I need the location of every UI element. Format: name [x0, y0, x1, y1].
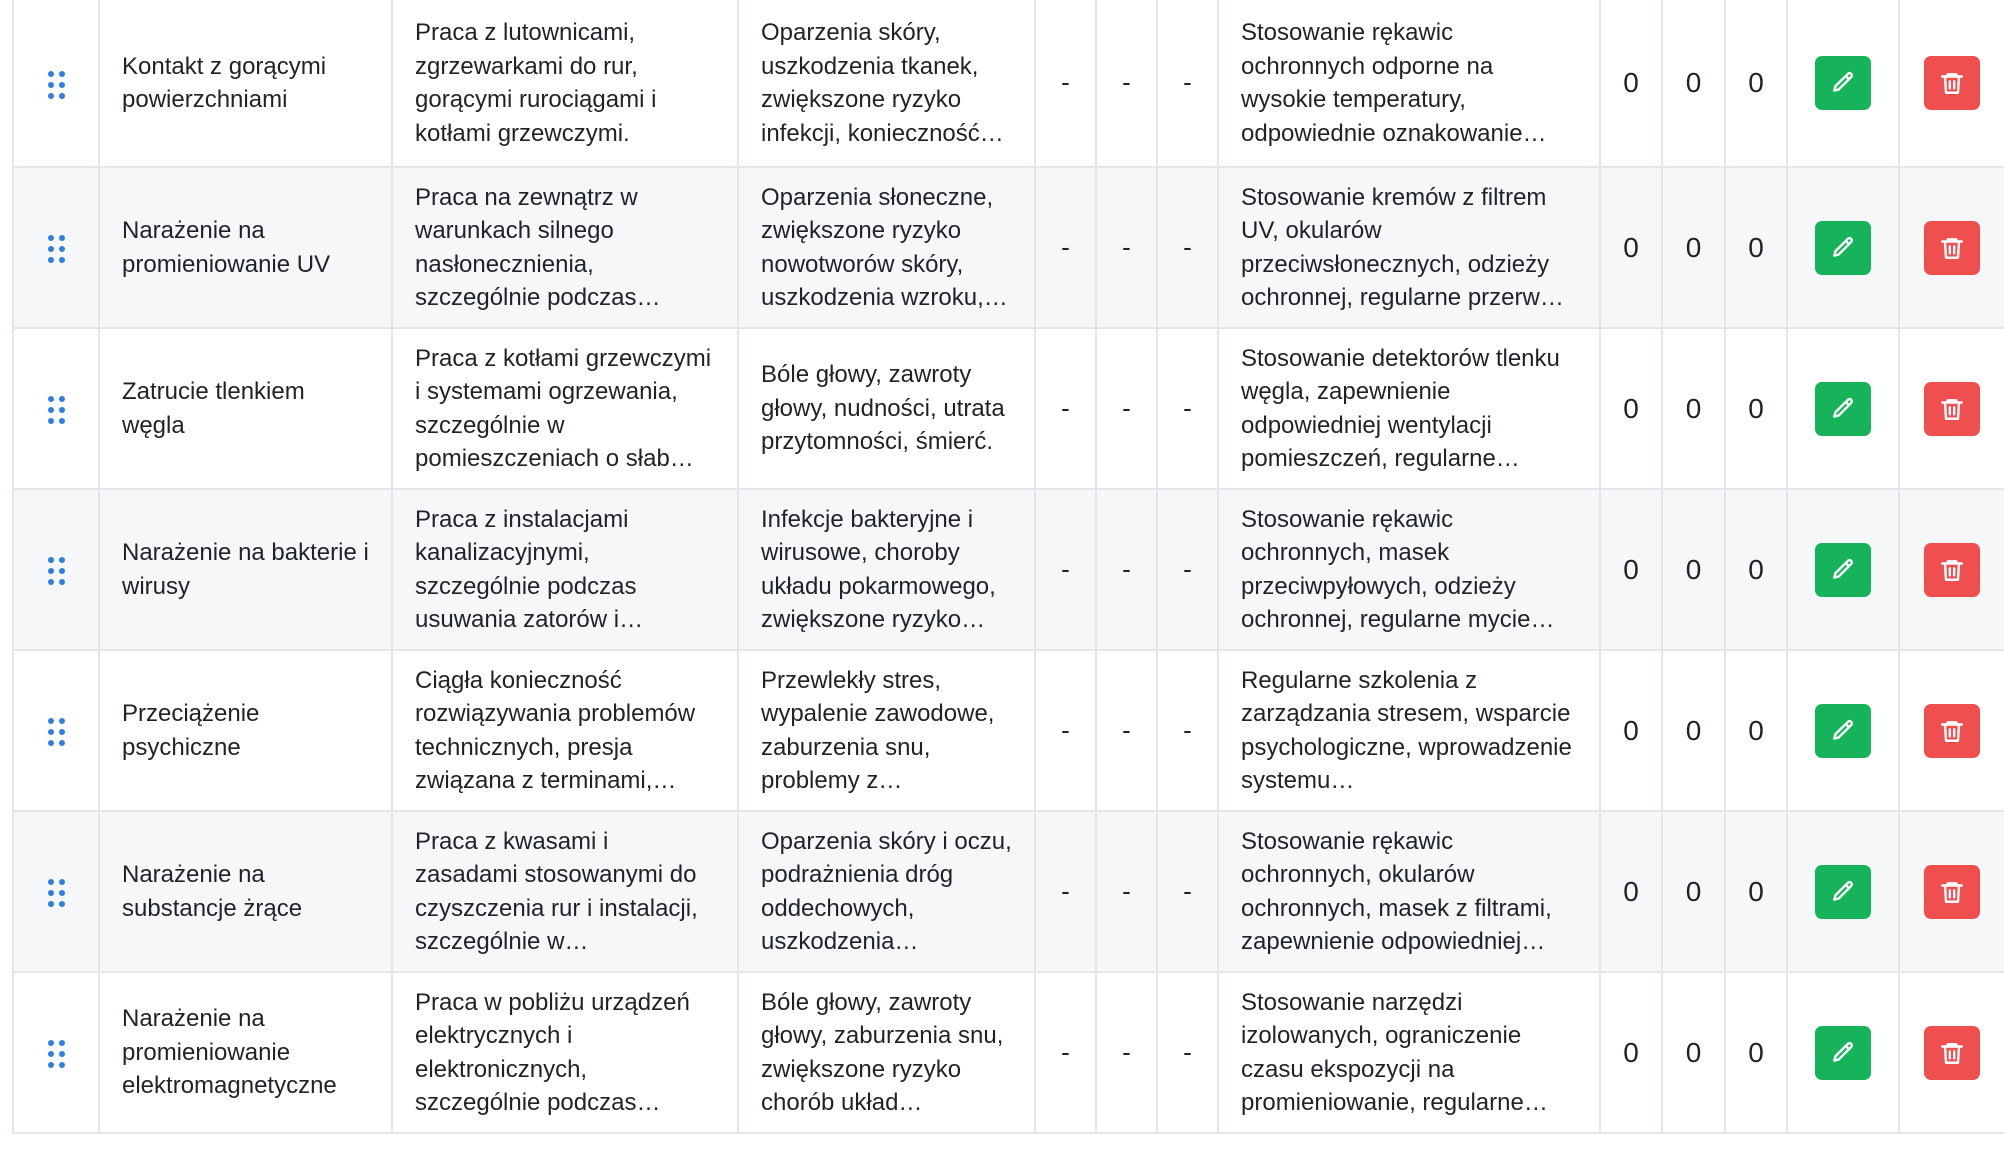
- delete-button[interactable]: [1924, 221, 1980, 275]
- measures-cell: [1218, 972, 1600, 1133]
- value-cell-2: 0: [1662, 650, 1725, 811]
- effects-cell: [738, 972, 1035, 1133]
- hazard-cell: [99, 489, 392, 650]
- dash-cell-3: -: [1157, 650, 1218, 811]
- dash-cell-2: -: [1096, 972, 1157, 1133]
- trash-icon: [1939, 1040, 1965, 1066]
- trash-icon: [1939, 557, 1965, 583]
- value-cell-1: 0: [1600, 972, 1662, 1133]
- measures-text: Stosowanie rękawic ochronnych odporne na wysokie temperatury, odpowiednie oznakowanie…: [1241, 19, 1547, 147]
- value-cell-1: 0: [1600, 811, 1662, 972]
- drag-cell: [13, 972, 99, 1133]
- value-cell-1: 0: [1600, 489, 1662, 650]
- delete-cell: [1899, 650, 2004, 811]
- source-text: Praca na zewnątrz w warunkach silnego nasłonecznienia, szczególnie podczas…: [415, 183, 661, 311]
- drag-cell: [13, 489, 99, 650]
- dash-cell-1: -: [1035, 972, 1096, 1133]
- source-text: Ciągła konieczność rozwiązywania problemów technicznych, presja związana z terminami,…: [415, 666, 696, 794]
- edit-cell: [1787, 972, 1899, 1133]
- measures-cell: [1218, 328, 1600, 489]
- pencil-icon: [1830, 70, 1856, 96]
- effects-text: Infekcje bakteryjne i wirusowe, choroby układu pokarmowego, zwiększone ryzyko…: [761, 505, 996, 633]
- delete-button[interactable]: [1924, 704, 1980, 758]
- value-cell-3: 0: [1725, 328, 1787, 489]
- dash-cell-3: -: [1157, 328, 1218, 489]
- hazard-table: [12, 0, 2004, 1134]
- drag-handle-icon[interactable]: [48, 1040, 65, 1068]
- value-cell-2: 0: [1662, 972, 1725, 1133]
- trash-icon: [1939, 718, 1965, 744]
- value-cell-1: 0: [1600, 167, 1662, 328]
- measures-cell: [1218, 167, 1600, 328]
- delete-cell: [1899, 489, 2004, 650]
- trash-icon: [1939, 70, 1965, 96]
- delete-cell: [1899, 972, 2004, 1133]
- value-cell-3: 0: [1725, 650, 1787, 811]
- edit-button[interactable]: [1815, 704, 1871, 758]
- edit-button[interactable]: [1815, 543, 1871, 597]
- source-cell: [392, 972, 738, 1133]
- trash-icon: [1939, 235, 1965, 261]
- measures-text: Stosowanie detektorów tlenku węgla, zapewnienie odpowiedniej wentylacji pomieszczeń, regularne…: [1241, 344, 1560, 472]
- delete-cell: [1899, 167, 2004, 328]
- drag-handle-icon[interactable]: [48, 557, 65, 585]
- table-row: [13, 167, 2004, 328]
- dash-cell-1: -: [1035, 811, 1096, 972]
- value-cell-1: 0: [1600, 328, 1662, 489]
- value-cell-3: 0: [1725, 0, 1787, 167]
- drag-cell: [13, 0, 99, 167]
- source-cell: [392, 489, 738, 650]
- value-cell-3: 0: [1725, 972, 1787, 1133]
- pencil-icon: [1830, 557, 1856, 583]
- effects-text: Przewlekły stres, wypalenie zawodowe, zaburzenia snu, problemy z…: [761, 666, 995, 794]
- measures-text: Stosowanie kremów z filtrem UV, okularów przeciwsłonecznych, odzieży ochronnej, regularne przerw…: [1241, 183, 1564, 311]
- table-row: [13, 972, 2004, 1133]
- value-cell-2: 0: [1662, 811, 1725, 972]
- delete-button[interactable]: [1924, 1026, 1980, 1080]
- edit-cell: [1787, 328, 1899, 489]
- drag-handle-icon[interactable]: [48, 235, 65, 263]
- value-cell-2: 0: [1662, 328, 1725, 489]
- dash-cell-1: -: [1035, 167, 1096, 328]
- value-cell-1: 0: [1600, 650, 1662, 811]
- drag-handle-icon[interactable]: [48, 718, 65, 746]
- source-text: Praca z lutownicami, zgrzewarkami do rur, gorącymi rurociągami i kotłami grzewczymi.: [415, 19, 657, 147]
- dash-cell-2: -: [1096, 811, 1157, 972]
- dash-cell-3: -: [1157, 167, 1218, 328]
- measures-text: Stosowanie rękawic ochronnych, okularów ochronnych, masek z filtrami, zapewnienie odpowiedniej…: [1241, 827, 1552, 955]
- edit-button[interactable]: [1815, 221, 1871, 275]
- pencil-icon: [1830, 879, 1856, 905]
- dash-cell-2: -: [1096, 650, 1157, 811]
- measures-cell: [1218, 811, 1600, 972]
- edit-cell: [1787, 0, 1899, 167]
- drag-cell: [13, 167, 99, 328]
- measures-text: Stosowanie rękawic ochronnych, masek przeciwpyłowych, odzieży ochronnej, regularne mycie…: [1241, 505, 1555, 633]
- delete-cell: [1899, 811, 2004, 972]
- dash-cell-3: -: [1157, 489, 1218, 650]
- drag-cell: [13, 650, 99, 811]
- table-row: [13, 328, 2004, 489]
- hazard-table-container: [12, 0, 2004, 1134]
- drag-cell: [13, 328, 99, 489]
- hazard-cell: [99, 0, 392, 167]
- dash-cell-3: -: [1157, 972, 1218, 1133]
- dash-cell-3: -: [1157, 0, 1218, 167]
- hazard-text: Narażenie na bakterie i wirusy: [122, 539, 369, 600]
- value-cell-3: 0: [1725, 167, 1787, 328]
- pencil-icon: [1830, 718, 1856, 744]
- effects-text: Oparzenia słoneczne, zwiększone ryzyko nowotworów skóry, uszkodzenia wzroku,…: [761, 183, 1008, 311]
- delete-cell: [1899, 0, 2004, 167]
- source-cell: [392, 328, 738, 489]
- effects-text: Bóle głowy, zawroty głowy, zaburzenia snu, zwiększone ryzyko chorób układ…: [761, 988, 1004, 1116]
- table-body: [13, 0, 2004, 1133]
- edit-button[interactable]: [1815, 382, 1871, 436]
- delete-button[interactable]: [1924, 382, 1980, 436]
- dash-cell-1: -: [1035, 0, 1096, 167]
- dash-cell-2: -: [1096, 0, 1157, 167]
- effects-cell: [738, 167, 1035, 328]
- delete-button[interactable]: [1924, 56, 1980, 110]
- effects-cell: [738, 328, 1035, 489]
- hazard-text: Kontakt z gorącymi powierzchniami: [122, 52, 327, 113]
- pencil-icon: [1830, 235, 1856, 261]
- source-text: Praca w pobliżu urządzeń elektrycznych i elektronicznych, szczególnie podczas…: [415, 988, 690, 1116]
- drag-handle-icon[interactable]: [48, 71, 65, 99]
- effects-text: Oparzenia skóry, uszkodzenia tkanek, zwiększone ryzyko infekcji, konieczność…: [761, 19, 1004, 147]
- delete-button[interactable]: [1924, 543, 1980, 597]
- effects-cell: [738, 811, 1035, 972]
- measures-cell: [1218, 489, 1600, 650]
- table-row: [13, 0, 2004, 167]
- measures-cell: [1218, 650, 1600, 811]
- drag-cell: [13, 811, 99, 972]
- hazard-cell: [99, 650, 392, 811]
- edit-button[interactable]: [1815, 1026, 1871, 1080]
- edit-cell: [1787, 489, 1899, 650]
- pencil-icon: [1830, 1040, 1856, 1066]
- measures-text: Stosowanie narzędzi izolowanych, ograniczenie czasu ekspozycji na promieniowanie, regularne…: [1241, 988, 1548, 1116]
- pencil-icon: [1830, 396, 1856, 422]
- source-cell: [392, 167, 738, 328]
- source-cell: [392, 0, 738, 167]
- drag-handle-icon[interactable]: [48, 879, 65, 907]
- edit-cell: [1787, 167, 1899, 328]
- hazard-text: Narażenie na substancje żrące: [122, 861, 303, 922]
- value-cell-2: 0: [1662, 167, 1725, 328]
- dash-cell-2: -: [1096, 328, 1157, 489]
- value-cell-3: 0: [1725, 811, 1787, 972]
- hazard-text: Narażenie na promieniowanie elektromagnetyczne: [122, 1005, 337, 1100]
- edit-button[interactable]: [1815, 56, 1871, 110]
- delete-button[interactable]: [1924, 865, 1980, 919]
- edit-cell: [1787, 811, 1899, 972]
- effects-cell: [738, 650, 1035, 811]
- delete-cell: [1899, 328, 2004, 489]
- trash-icon: [1939, 396, 1965, 422]
- value-cell-2: 0: [1662, 0, 1725, 167]
- hazard-cell: [99, 328, 392, 489]
- effects-cell: [738, 489, 1035, 650]
- edit-cell: [1787, 650, 1899, 811]
- value-cell-3: 0: [1725, 489, 1787, 650]
- dash-cell-2: -: [1096, 489, 1157, 650]
- dash-cell-2: -: [1096, 167, 1157, 328]
- dash-cell-1: -: [1035, 328, 1096, 489]
- dash-cell-3: -: [1157, 811, 1218, 972]
- hazard-cell: [99, 167, 392, 328]
- drag-handle-icon[interactable]: [48, 396, 65, 424]
- effects-text: Bóle głowy, zawroty głowy, nudności, utrata przytomności, śmierć.: [761, 361, 1005, 456]
- hazard-text: Przeciążenie psychiczne: [122, 700, 260, 761]
- value-cell-2: 0: [1662, 489, 1725, 650]
- hazard-text: Narażenie na promieniowanie UV: [122, 217, 331, 278]
- edit-button[interactable]: [1815, 865, 1871, 919]
- measures-text: Regularne szkolenia z zarządzania stresem, wsparcie psychologiczne, wprowadzenie systemu…: [1241, 666, 1572, 794]
- effects-cell: [738, 0, 1035, 167]
- source-text: Praca z instalacjami kanalizacyjnymi, szczególnie podczas usuwania zatorów i…: [415, 505, 644, 633]
- source-text: Praca z kwasami i zasadami stosowanymi do czyszczenia rur i instalacji, szczególnie w…: [415, 827, 698, 955]
- measures-cell: [1218, 0, 1600, 167]
- dash-cell-1: -: [1035, 489, 1096, 650]
- table-row: [13, 811, 2004, 972]
- source-cell: [392, 811, 738, 972]
- hazard-text: Zatrucie tlenkiem węgla: [122, 378, 305, 439]
- source-cell: [392, 650, 738, 811]
- table-row: [13, 650, 2004, 811]
- source-text: Praca z kotłami grzewczymi i systemami ogrzewania, szczególnie w pomieszczeniach o słab…: [415, 344, 712, 472]
- table-row: [13, 489, 2004, 650]
- dash-cell-1: -: [1035, 650, 1096, 811]
- value-cell-1: 0: [1600, 0, 1662, 167]
- trash-icon: [1939, 879, 1965, 905]
- hazard-cell: [99, 811, 392, 972]
- effects-text: Oparzenia skóry i oczu, podrażnienia dróg oddechowych, uszkodzenia…: [761, 827, 1012, 955]
- hazard-cell: [99, 972, 392, 1133]
